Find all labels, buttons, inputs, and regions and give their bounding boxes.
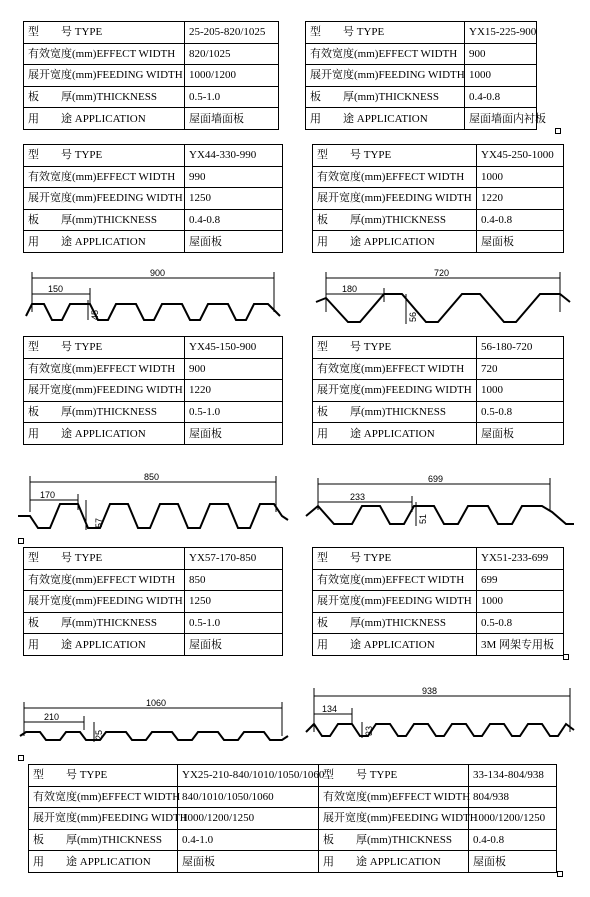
effect-width-label: 有效宽度(mm)EFFECT WIDTH xyxy=(24,358,185,380)
feeding-width-label: 展开宽度(mm)FEEDING WIDTH xyxy=(319,808,469,830)
thickness-label: 板 厚(mm)THICKNESS xyxy=(24,86,185,108)
thickness-value: 0.4-0.8 xyxy=(465,86,537,108)
spec-table-2 xyxy=(23,144,564,253)
feeding-width-value: 1000 xyxy=(477,380,564,402)
effect-width-label: 有效宽度(mm)EFFECT WIDTH xyxy=(24,569,185,591)
effect-width-value: 840/1010/1050/1060 xyxy=(178,786,319,808)
application-label: 用 途 APPLICATION xyxy=(319,851,469,873)
effect-width-value: 720 xyxy=(477,358,564,380)
thickness-value: 0.5-1.0 xyxy=(185,86,279,108)
table-row xyxy=(24,337,564,359)
application-value: 屋面板 xyxy=(185,423,283,445)
table-row xyxy=(24,188,564,210)
feeding-width-value: 1000/1200 xyxy=(185,65,279,87)
feeding-width-label: 展开宽度(mm)FEEDING WIDTH xyxy=(29,808,178,830)
type-value: YX45-150-900 xyxy=(185,337,283,359)
effect-width-label: 有效宽度(mm)EFFECT WIDTH xyxy=(313,166,477,188)
thickness-value: 0.4-0.8 xyxy=(477,209,564,231)
type-value: YX51-233-699 xyxy=(477,548,564,570)
profile-total-width: 938 xyxy=(422,686,438,696)
profile-height: 57 xyxy=(94,517,104,528)
profile-pitch: 134 xyxy=(322,704,338,714)
profile-drawing-5 xyxy=(20,696,290,746)
feeding-width-value: 1250 xyxy=(185,188,283,210)
feeding-width-label: 展开宽度(mm)FEEDING WIDTH xyxy=(306,65,465,87)
application-value: 屋面板 xyxy=(185,231,283,253)
table-row xyxy=(24,569,564,591)
thickness-value: 0.4-1.0 xyxy=(178,829,319,851)
effect-width-label: 有效宽度(mm)EFFECT WIDTH xyxy=(29,786,178,808)
application-label: 用 途 APPLICATION xyxy=(313,231,477,253)
type-value: YX25-210-840/1010/1050/1060 xyxy=(178,765,319,787)
effect-width-value: 900 xyxy=(465,43,537,65)
profile-height: 45 xyxy=(90,309,100,320)
feeding-width-value: 1000/1200/1250 xyxy=(178,808,319,830)
thickness-value: 0.4-0.8 xyxy=(185,209,283,231)
effect-width-label: 有效宽度(mm)EFFECT WIDTH xyxy=(24,43,185,65)
application-label: 用 途 APPLICATION xyxy=(24,108,185,130)
type-value: YX45-250-1000 xyxy=(477,145,564,167)
profile-height: 25 xyxy=(94,729,104,740)
effect-width-label: 有效宽度(mm)EFFECT WIDTH xyxy=(24,166,185,188)
feeding-width-label: 展开宽度(mm)FEEDING WIDTH xyxy=(24,188,185,210)
table-handle-icon xyxy=(18,538,24,544)
spec-table-4 xyxy=(23,547,564,656)
type-label: 型 号 TYPE xyxy=(319,765,469,787)
type-label: 型 号 TYPE xyxy=(24,337,185,359)
thickness-value: 0.4-0.8 xyxy=(469,829,557,851)
application-label: 用 途 APPLICATION xyxy=(29,851,178,873)
application-value: 3M 网架专用板 xyxy=(477,634,564,656)
application-label: 用 途 APPLICATION xyxy=(24,231,185,253)
table-handle-icon xyxy=(557,871,563,877)
type-value: 25-205-820/1025 xyxy=(185,22,279,44)
type-label: 型 号 TYPE xyxy=(313,145,477,167)
effect-width-label: 有效宽度(mm)EFFECT WIDTH xyxy=(313,569,477,591)
feeding-width-value: 1250 xyxy=(185,591,283,613)
application-value: 屋面板 xyxy=(178,851,319,873)
application-value: 屋面板 xyxy=(477,231,564,253)
thickness-label: 板 厚(mm)THICKNESS xyxy=(24,401,185,423)
thickness-value: 0.5-1.0 xyxy=(185,612,283,634)
application-label: 用 途 APPLICATION xyxy=(313,423,477,445)
profile-drawing-2 xyxy=(312,268,574,334)
effect-width-value: 1000 xyxy=(477,166,564,188)
effect-width-value: 850 xyxy=(185,569,283,591)
feeding-width-label: 展开宽度(mm)FEEDING WIDTH xyxy=(313,591,477,613)
application-value: 屋面墙面板 xyxy=(185,108,279,130)
profile-height: 56 xyxy=(408,311,418,322)
type-value: 56-180-720 xyxy=(477,337,564,359)
table-handle-icon xyxy=(555,128,561,134)
profile-height: 33 xyxy=(364,725,374,736)
profile-drawing-1 xyxy=(22,268,284,334)
profile-pitch: 170 xyxy=(40,490,56,500)
table-row xyxy=(24,548,564,570)
effect-width-label: 有效宽度(mm)EFFECT WIDTH xyxy=(306,43,465,65)
effect-width-value: 820/1025 xyxy=(185,43,279,65)
profile-pitch: 210 xyxy=(44,712,60,722)
effect-width-value: 804/938 xyxy=(469,786,557,808)
type-label: 型 号 TYPE xyxy=(24,145,185,167)
application-value: 屋面墙面内衬板 xyxy=(465,108,537,130)
profile-pitch: 180 xyxy=(342,284,358,294)
type-label: 型 号 TYPE xyxy=(313,337,477,359)
type-label: 型 号 TYPE xyxy=(306,22,465,44)
thickness-label: 板 厚(mm)THICKNESS xyxy=(319,829,469,851)
table-row xyxy=(24,612,564,634)
type-label: 型 号 TYPE xyxy=(313,548,477,570)
application-value: 屋面板 xyxy=(477,423,564,445)
effect-width-value: 900 xyxy=(185,358,283,380)
feeding-width-label: 展开宽度(mm)FEEDING WIDTH xyxy=(24,591,185,613)
type-value: YX57-170-850 xyxy=(185,548,283,570)
application-label: 用 途 APPLICATION xyxy=(24,634,185,656)
profile-total-width: 699 xyxy=(428,474,444,484)
application-label: 用 途 APPLICATION xyxy=(306,108,465,130)
type-value: 33-134-804/938 xyxy=(469,765,557,787)
table-row xyxy=(24,108,537,130)
thickness-value: 0.5-0.8 xyxy=(477,401,564,423)
feeding-width-value: 1000 xyxy=(465,65,537,87)
feeding-width-label: 展开宽度(mm)FEEDING WIDTH xyxy=(313,380,477,402)
application-value: 屋面板 xyxy=(469,851,557,873)
application-label: 用 途 APPLICATION xyxy=(24,423,185,445)
thickness-value: 0.5-1.0 xyxy=(185,401,283,423)
feeding-width-label: 展开宽度(mm)FEEDING WIDTH xyxy=(24,65,185,87)
effect-width-label: 有效宽度(mm)EFFECT WIDTH xyxy=(319,786,469,808)
profile-pitch: 233 xyxy=(350,492,366,502)
type-value: YX15-225-900 xyxy=(465,22,537,44)
thickness-label: 板 厚(mm)THICKNESS xyxy=(306,86,465,108)
table-row xyxy=(24,22,537,44)
table-row xyxy=(24,145,564,167)
profile-height: 51 xyxy=(418,513,428,524)
profile-pitch: 150 xyxy=(48,284,64,294)
profile-drawing-4 xyxy=(304,472,576,534)
application-label: 用 途 APPLICATION xyxy=(313,634,477,656)
type-label: 型 号 TYPE xyxy=(24,548,185,570)
table-row xyxy=(29,786,557,808)
table-row xyxy=(24,209,564,231)
table-row xyxy=(29,829,557,851)
table-row xyxy=(24,423,564,445)
feeding-width-value: 1220 xyxy=(185,380,283,402)
profile-total-width: 900 xyxy=(150,268,166,278)
table-row xyxy=(29,808,557,830)
table-handle-icon xyxy=(563,654,569,660)
spec-table-3 xyxy=(23,336,564,445)
thickness-value: 0.5-0.8 xyxy=(477,612,564,634)
spec-table-1 xyxy=(23,21,546,130)
table-row xyxy=(24,166,564,188)
type-label: 型 号 TYPE xyxy=(24,22,185,44)
table-row xyxy=(24,65,537,87)
thickness-label: 板 厚(mm)THICKNESS xyxy=(24,612,185,634)
effect-width-value: 990 xyxy=(185,166,283,188)
table-row xyxy=(29,765,557,787)
type-label: 型 号 TYPE xyxy=(29,765,178,787)
table-row xyxy=(24,86,537,108)
effect-width-label: 有效宽度(mm)EFFECT WIDTH xyxy=(313,358,477,380)
table-row xyxy=(24,231,564,253)
table-row xyxy=(29,851,557,873)
feeding-width-value: 1000/1200/1250 xyxy=(469,808,557,830)
thickness-label: 板 厚(mm)THICKNESS xyxy=(29,829,178,851)
feeding-width-label: 展开宽度(mm)FEEDING WIDTH xyxy=(313,188,477,210)
table-row xyxy=(24,43,537,65)
type-value: YX44-330-990 xyxy=(185,145,283,167)
thickness-label: 板 厚(mm)THICKNESS xyxy=(313,209,477,231)
profile-drawing-6 xyxy=(304,682,576,744)
feeding-width-label: 展开宽度(mm)FEEDING WIDTH xyxy=(24,380,185,402)
effect-width-value: 699 xyxy=(477,569,564,591)
table-row xyxy=(24,634,564,656)
feeding-width-value: 1220 xyxy=(477,188,564,210)
table-row xyxy=(24,358,564,380)
profile-total-width: 720 xyxy=(434,268,450,278)
table-row xyxy=(24,591,564,613)
table-handle-icon xyxy=(18,755,24,761)
thickness-label: 板 厚(mm)THICKNESS xyxy=(313,612,477,634)
spec-table-5 xyxy=(28,764,557,873)
table-row xyxy=(24,380,564,402)
profile-total-width: 1060 xyxy=(146,698,167,708)
application-value: 屋面板 xyxy=(185,634,283,656)
thickness-label: 板 厚(mm)THICKNESS xyxy=(24,209,185,231)
table-row xyxy=(24,401,564,423)
profile-drawing-3 xyxy=(16,472,288,534)
feeding-width-value: 1000 xyxy=(477,591,564,613)
profile-total-width: 850 xyxy=(144,472,160,482)
thickness-label: 板 厚(mm)THICKNESS xyxy=(313,401,477,423)
